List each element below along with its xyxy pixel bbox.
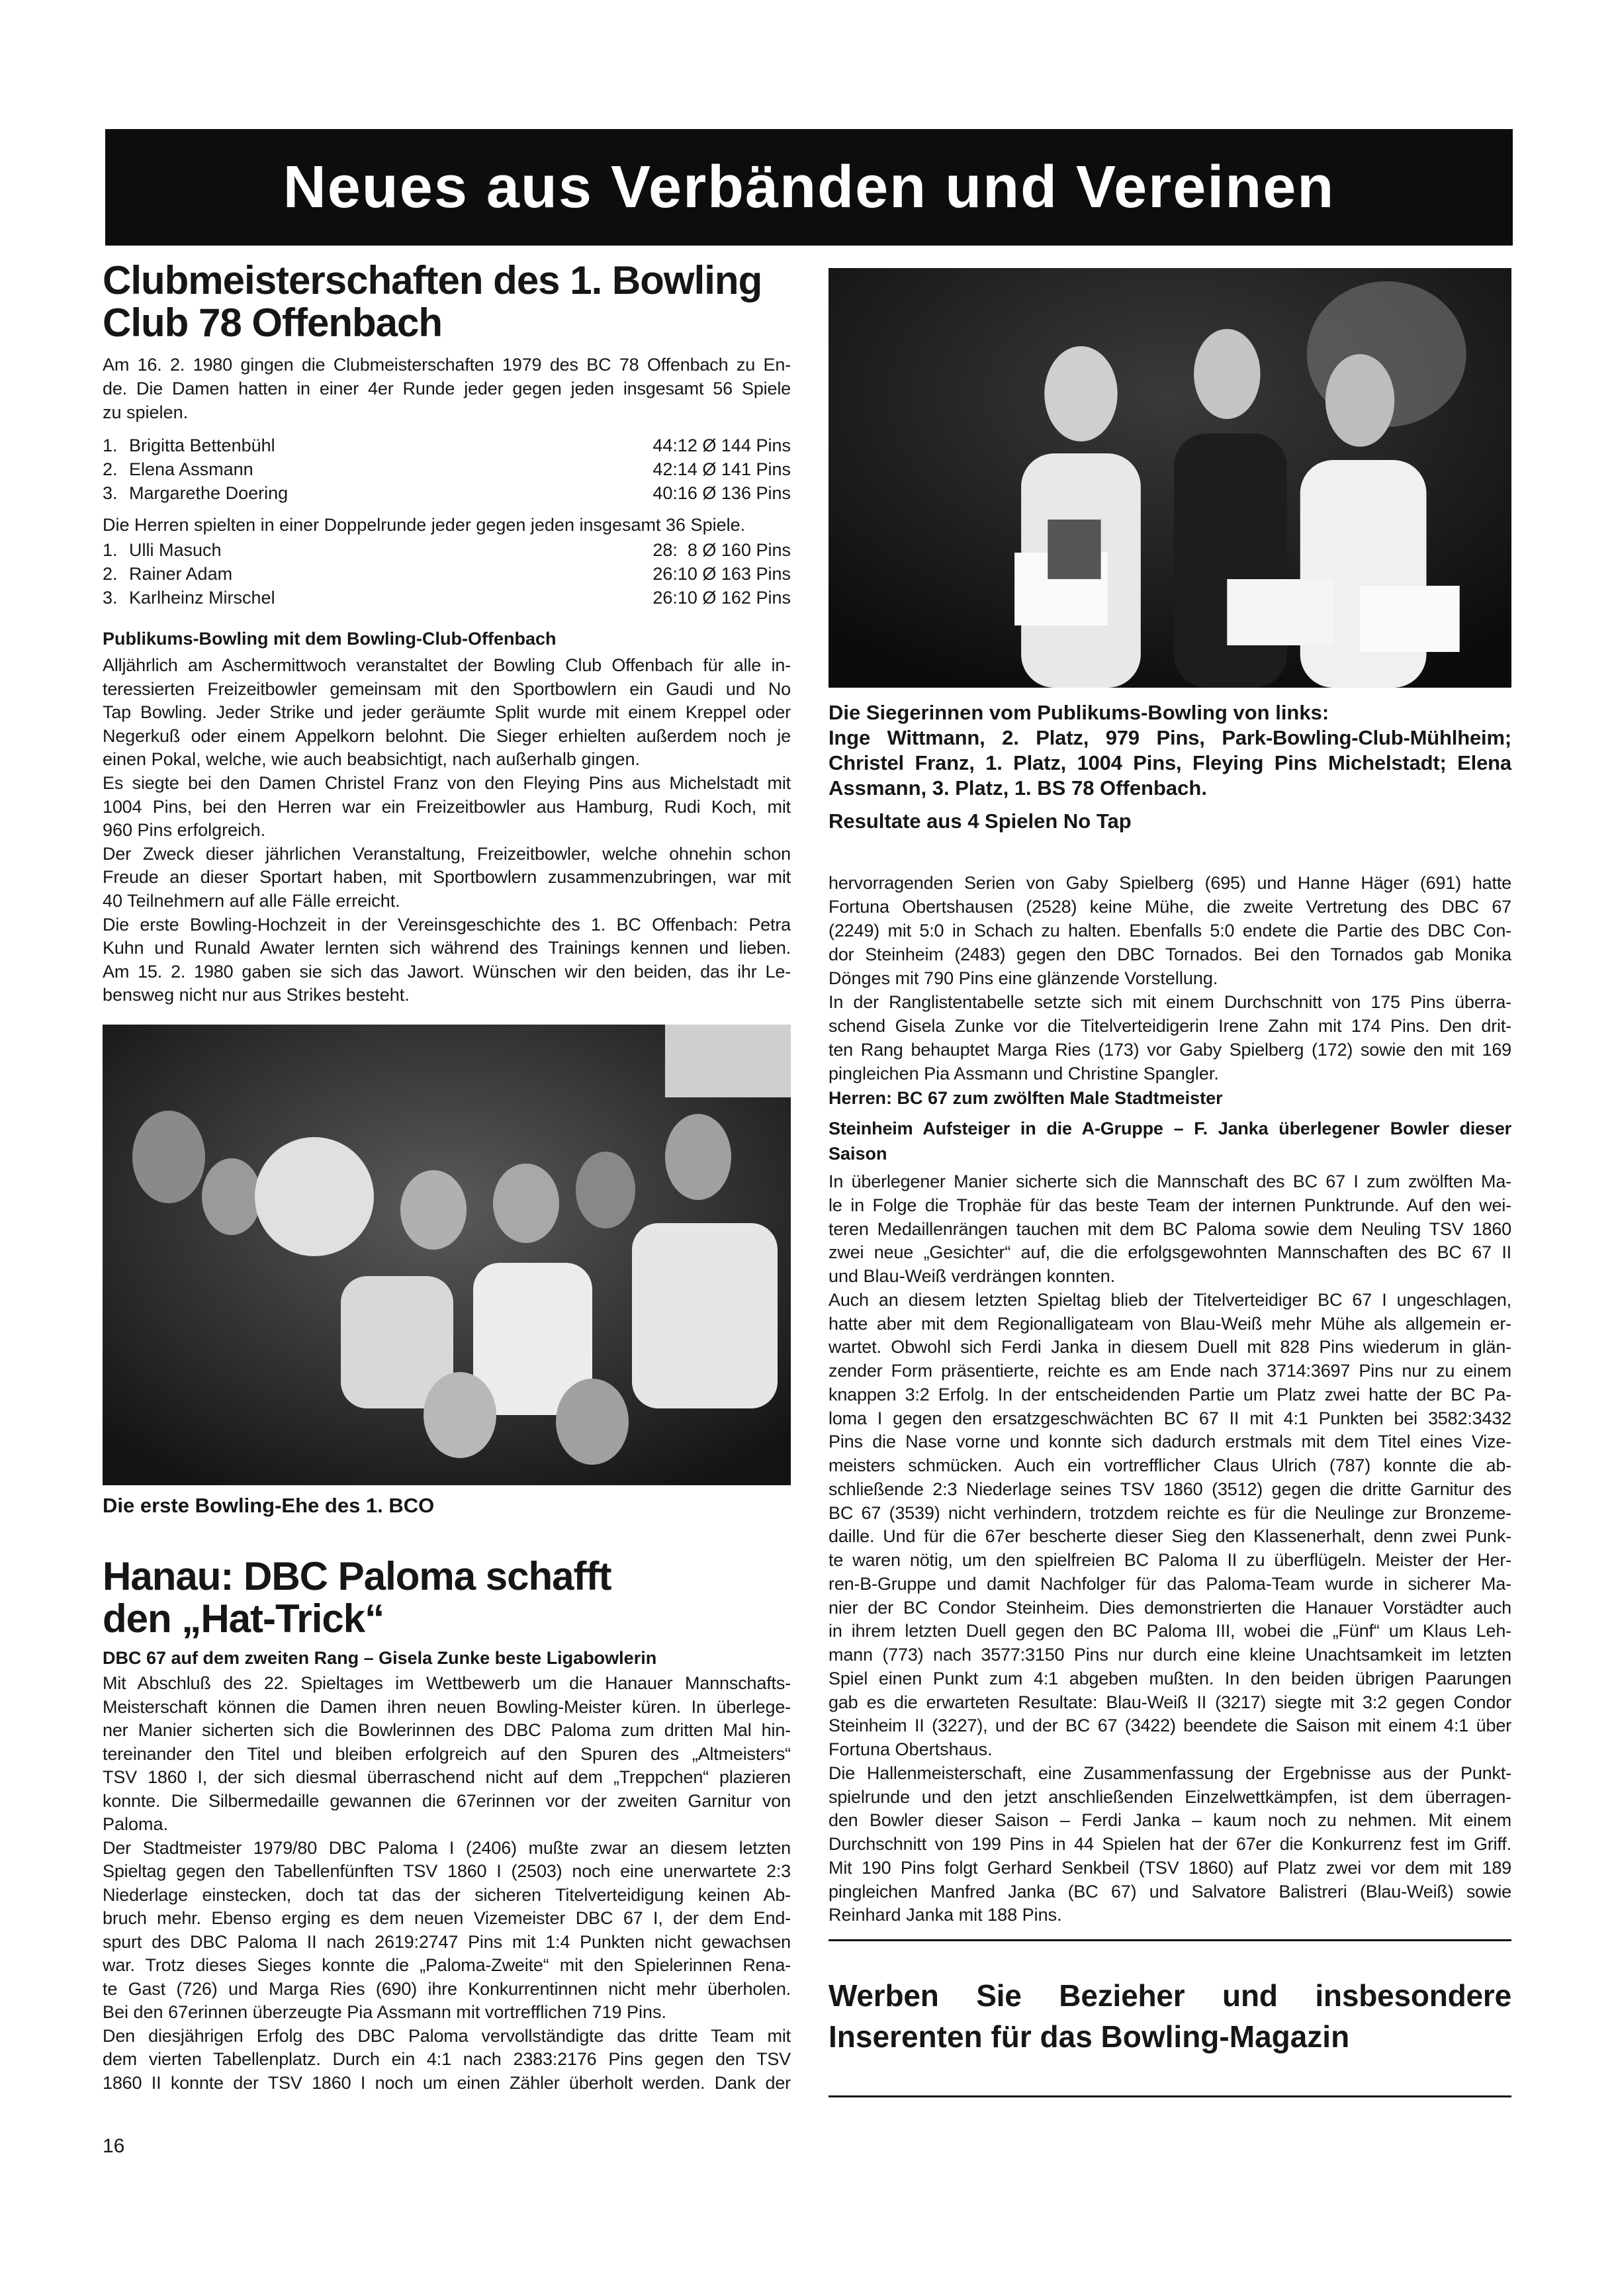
photo-caption-bowling-wedding: Die erste Bowling-Ehe des 1. BCO (103, 1494, 435, 1517)
text-line: Am 16. 2. 1980 gingen die Clubmeisterschaften 1979 des BC 78 Offenbach zu En- (103, 355, 791, 375)
player-name: Margarethe Doering (129, 483, 289, 503)
article-title-hanau (103, 1555, 791, 1640)
text-line: dem vierten Tabellenplatz. Durch ein 4:1 nach 2383:2176 Pins gegen den TSV (103, 2049, 791, 2069)
text-line: spielrunde und den jetzt anschließenden Einzelwettkämpfen, ist dem überragen- (829, 1786, 1511, 1807)
text-line: hervorragenden Serien von Gaby Spielberg (695) und Hanne Häger (691) hatte (829, 873, 1511, 893)
text-line: ten Rang behauptet Marga Ries (173) vor Gaby Spielberg (172) sowie den mit 169 (829, 1040, 1511, 1060)
text-line: dor Steinheim (2483) gegen den DBC Tornados. Bei den Tornados gab Monika (829, 944, 1511, 964)
text-line: te Gast (726) und Marga Ries (690) ihre Konkurrentinnen nicht mehr überholen. (103, 1978, 791, 1999)
text-line: Durchschnitt von 199 Pins in 44 Spielen hat der 67er die Konkurrenz fest im Griff. (829, 1834, 1511, 1854)
text-line: knappen 3:2 Erfolg. In der entscheidenden Partie um Platz zwei hatte der BC Pa- (829, 1384, 1511, 1404)
photo-caption-winners (829, 700, 1511, 801)
subheading-publikums-bowling: Publikums-Bowling mit dem Bowling-Club-Offenbach (103, 629, 557, 649)
men-results-list (103, 538, 791, 610)
text-line: teren Medaillenrängen tauchen mit dem BC Paloma sowie dem Neuling TSV 1860 (829, 1218, 1511, 1239)
text-line: zwei neue „Gesichter“ auf, die die erfolgsgewohnten Mannschaften des BC 67 II (829, 1242, 1511, 1263)
player-result: 44:12 Ø 144 Pins (652, 436, 791, 455)
player (103, 562, 232, 586)
text-line: Den diesjährigen Erfolg des DBC Paloma vervollständigte das dritte Team mit (103, 2025, 791, 2046)
men-intro-text: Die Herren spielten in einer Doppelrunde jeder gegen jeden insgesamt 36 Spiele. (103, 515, 746, 535)
text-line: Fortuna Obertshaus. (829, 1739, 993, 1759)
text-line: wartet. Obwohl sich Ferdi Janka in diesem Duell mit 828 Pins wiederum in glän- (829, 1337, 1511, 1357)
text-line: Fortuna Obertshausen (2528) keine Mühe, die zweite Vertretung des DBC 67 (829, 897, 1511, 917)
text-line: meisters schmücken. Auch ein vortrefflicher Claus Ulrich (787) konnte die ab- (829, 1455, 1511, 1475)
result-row (103, 562, 791, 586)
text-line: Der Stadtmeister 1979/80 DBC Paloma I (2406) mußte zwar an diesem letzten (103, 1837, 791, 1858)
text-line: Werben Sie Bezieher und insbesondere (829, 1978, 1511, 2013)
player (103, 434, 275, 457)
section-header-bar (105, 129, 1513, 246)
title-line: Hanau: DBC Paloma schafft (103, 1554, 611, 1598)
section-title: Neues aus Verbänden und Vereinen (283, 154, 1335, 220)
publikums-bowling-body (103, 654, 791, 1007)
text-line: Kuhn und Runald Awater lernten sich während des Trainings kennen und lieben. (103, 938, 791, 958)
text-line: schließende 2:3 Niederlage seines TSV 1860 (3512) gegen die dritte Garnitur des (829, 1479, 1511, 1499)
title-line: Club 78 Offenbach (103, 300, 443, 345)
result-row (103, 481, 791, 505)
text-line: TSV 1860 I, der sich diesmal überraschend nicht auf dem „Treppchen“ plazieren (103, 1767, 791, 1787)
text-line: Bei den 67erinnen überzeugte Pia Assmann mit vortrefflichen 719 Pins. (103, 2002, 667, 2022)
text-line: Tap Bowling. Jeder Strike und jeder geräumte Split wurde mit einem Kreppel oder (103, 702, 791, 723)
text-line: konnte. Die Silbermedaille gewannen die 67erinnen vor der zweiten Garnitur von (103, 1790, 791, 1811)
text-line: Die Hallenmeisterschaft, eine Zusammenfassung der Ergebnisse aus der Punkt- (829, 1763, 1511, 1783)
result-row (103, 457, 791, 481)
subheading-dbc67: DBC 67 auf dem zweiten Rang – Gisela Zunke beste Ligabowlerin (103, 1648, 657, 1668)
text-line: le in Folge die Trophäe für das beste Team der internen Punktrunde. Auf den wei- (829, 1195, 1511, 1215)
text-line: war. Trotz dieses Sieges konnte die „Paloma-Zweite“ mit den Spielerinnen Rena- (103, 1955, 791, 1975)
text-line: Inge Wittmann, 2. Platz, 979 Pins, Park-Bowling-Club-Mühlheim; (829, 726, 1511, 749)
text-line: schend Gisela Zunke vor die Titelverteidigerin Irene Zahn mit 174 Pins. Den drit- (829, 1016, 1511, 1036)
text-line: In überlegener Manier sicherte sich die Mannschaft des BC 67 I zum zwölften Ma- (829, 1171, 1511, 1191)
text-line: Auch an diesem letzten Spieltag blieb der Titelverteidiger BC 67 I ungeschlagen, (829, 1289, 1511, 1310)
player-name: Ulli Masuch (129, 540, 222, 560)
text-line: pingleichen Manfred Janka (BC 67) und Salvatore Balistreri (Blau-Weiß) sowie (829, 1881, 1511, 1902)
text-line: daille. Und für die 67er bescherte dieser Sieg den Klassenerhalt, denn zwei Punk- (829, 1526, 1511, 1547)
rank: 2. (103, 564, 118, 584)
photo-winners-publikums-bowling (829, 268, 1511, 688)
text-line: bensweg nicht nur aus Strikes besteht. (103, 985, 410, 1005)
text-line: einen Pokal, welche, wie auch beabsichtigt, nach außerhalb gingen. (103, 749, 641, 770)
text-line: Alljährlich am Aschermittwoch veranstaltet der Bowling Club Offenbach für alle in- (103, 655, 791, 675)
text-line: Freude an dieser Sportart haben, mit Sportbowlern zusammenzubringen, war mit (103, 867, 791, 888)
text-line: loma I gegen den ersatzgeschwächten BC 67 II mit 4:1 Punkten bei 3582:3432 (829, 1408, 1511, 1428)
text-line: de. Die Damen hatten in einer 4er Runde jeder gegen jeden insgesamt 56 Spiele (103, 379, 791, 398)
text-line: Die erste Bowling-Hochzeit in der Vereinsgeschichte des 1. BC Offenbach: Petra (103, 914, 791, 935)
promo-text (829, 1975, 1511, 2057)
result-row (103, 586, 791, 610)
subheading-steinheim (829, 1116, 1511, 1166)
result-row (103, 538, 791, 562)
player-name: Elena Assmann (129, 459, 253, 479)
photo-image (103, 1025, 791, 1485)
hanau-body-continued (829, 871, 1511, 1085)
title-line: den „Hat-Trick“ (103, 1596, 384, 1641)
text-line: BC 67 (3539) nicht verhindern, trotzdem reichte es für die Neulinge zur Bronzeme- (829, 1502, 1511, 1523)
text-line: In der Ranglistentabelle setzte sich mit einem Durchschnitt von 175 Pins überra- (829, 992, 1511, 1012)
text-line: gab es die erwarteten Resultate: Blau-Weiß II (3217) siegte mit 3:2 gegen Condor (829, 1692, 1511, 1712)
results-note: Resultate aus 4 Spielen No Tap (829, 809, 1132, 833)
text-line: nier der BC Condor Steinheim. Dies demonstrierten die Hanauer Vorstädter auch (829, 1597, 1511, 1618)
page-number: 16 (103, 2135, 125, 2157)
women-results-list (103, 434, 791, 505)
player-result: 26:10 Ø 162 Pins (652, 588, 791, 608)
text-line: bruch mehr. Ebenso erging es dem neuen Vizemeister DBC 67 I, der dem End- (103, 1908, 791, 1928)
text-line: 1004 Pins, bei den Herren war ein Freizeitbowler aus Hamburg, Rudi Koch, mit (103, 796, 791, 817)
divider (829, 2095, 1511, 2097)
text-line: Christel Franz, 1. Platz, 1004 Pins, Fleying Pins Michelstadt; Elena (829, 751, 1511, 774)
text-line: Assmann, 3. Platz, 1. BS 78 Offenbach. (829, 776, 1207, 800)
text-line: Es siegte bei den Damen Christel Franz von den Fleying Pins aus Michelstadt mit (103, 772, 791, 793)
text-line: zender Form präsentierte, reichte es am Ende nach 3714:3697 Pins nur zu einem (829, 1361, 1511, 1381)
text-line: Spiel einen Punkt zum 4:1 abgeben mußten. In den beiden übrigen Paarungen (829, 1668, 1511, 1688)
photo-bowling-wedding (103, 1025, 791, 1485)
text-line: Steinheim Aufsteiger in die A-Gruppe – F. Janka überlegener Bowler dieser (829, 1119, 1511, 1138)
text-line: 40 Teilnehmern auf alle Fälle erreicht. (103, 890, 400, 911)
player (103, 538, 222, 562)
photo-image (829, 268, 1511, 688)
text-line: Die Siegerinnen vom Publikums-Bowling von links: (829, 701, 1329, 724)
subheading-herren: Herren: BC 67 zum zwölften Male Stadtmeister (829, 1088, 1223, 1108)
text-line: hatte aber mit dem Regionalligateam von Blau-Weiß mehr Mühe als allgemein er- (829, 1313, 1511, 1334)
text-line: ren-B-Gruppe und damit Nachfolger für das Paloma-Team wurde in sicherer Ma- (829, 1573, 1511, 1594)
rank: 3. (103, 483, 118, 503)
text-line: Paloma. (103, 1814, 169, 1834)
text-line: ner Manier sicherten sich die Bowlerinnen des DBC Paloma zum dritten Mal hin- (103, 1720, 791, 1740)
player-name: Rainer Adam (129, 564, 233, 584)
text-line: (2249) mit 5:0 in Schach zu halten. Ebenfalls 5:0 endete die Partie des DBC Con- (829, 921, 1511, 941)
article-title-clubmeisterschaften (103, 259, 791, 344)
text-line: Meisterschaft können die Damen ihren neuen Bowling-Meister küren. In überlege- (103, 1696, 791, 1717)
text-line: pingleichen Pia Assmann und Christine Spangler. (829, 1064, 1219, 1083)
text-line: 960 Pins erfolgreich. (103, 820, 266, 841)
text-line: Steinheim II (3227), und der BC 67 (3422) beendete die Saison mit einem 4:1 über (829, 1716, 1511, 1736)
text-line: Am 15. 2. 1980 gaben sie sich das Jawort. Wünschen wir den beiden, das ihr Le- (103, 961, 791, 982)
hanau-body (103, 1672, 791, 2095)
text-line: Mit Abschluß des 22. Spieltages im Wettbewerb um die Hanauer Mannschafts- (103, 1673, 791, 1693)
intro-paragraph (103, 353, 791, 424)
title-line: Clubmeisterschaften des 1. Bowling (103, 258, 762, 302)
rank: 2. (103, 459, 118, 479)
player (103, 481, 288, 505)
player-result: 40:16 Ø 136 Pins (652, 483, 791, 503)
text-line: Saison (829, 1144, 887, 1164)
rank: 1. (103, 436, 118, 455)
text-line: spurt des DBC Paloma II nach 2619:2747 Pins mit 1:4 Punkten nicht gewachsen (103, 1931, 791, 1952)
rank: 3. (103, 588, 118, 608)
text-line: teressierten Freizeitbowler gemeinsam mit den Sportbowlern ein Gaudi und No (103, 678, 791, 699)
player-result: 26:10 Ø 163 Pins (652, 564, 791, 584)
text-line: Mit 190 Pins folgt Gerhard Senkbeil (TSV 1860) auf Platz zwei vor dem mit 189 (829, 1857, 1511, 1878)
result-row (103, 434, 791, 457)
text-line: Pins die Nase vorne und konnte sich dadurch erstmals mit dem Titel eines Vize- (829, 1432, 1511, 1452)
text-line: tereinander den Titel und bleiben erfolgreich auf den Spuren des „Altmeisters“ (103, 1743, 791, 1764)
divider (829, 1939, 1511, 1941)
text-line: und Blau-Weiß verdrängen konnten. (829, 1266, 1116, 1286)
text-line: Inserenten für das Bowling-Magazin (829, 2019, 1350, 2054)
player-name: Karlheinz Mirschel (129, 588, 275, 608)
text-line: Der Zweck dieser jährlichen Veranstaltung, Freizeitbowler, welche ohnehin schon (103, 843, 791, 864)
rank: 1. (103, 540, 118, 560)
player-result: 42:14 Ø 141 Pins (652, 459, 791, 479)
text-line: zu spielen. (103, 402, 189, 422)
text-line: den Bowler dieser Saison – Ferdi Janka – kaum noch zu nehmen. Mit einem (829, 1810, 1511, 1831)
text-line: Negerkuß oder einem Appelkorn belohnt. Die Sieger erhielten außerdem noch je (103, 725, 791, 746)
text-line: in ihrem letzten Duell gegen den BC Paloma III, wobei die „Fünf“ um Klaus Leh- (829, 1621, 1511, 1641)
text-line: Niederlage einstecken, doch tat das der sicheren Titelverteidigung keinen Ab- (103, 1884, 791, 1905)
text-line: 1860 II konnte der TSV 1860 I noch um einen Zähler überholt werden. Dank der (103, 2072, 791, 2093)
player-name: Brigitta Bettenbühl (129, 436, 275, 455)
text-line: mann (773) nach 3577:3150 Pins nur durch eine kleine Unachtsamkeit im letzten (829, 1645, 1511, 1665)
text-line: Reinhard Janka mit 188 Pins. (829, 1905, 1062, 1925)
player (103, 457, 253, 481)
herren-body (829, 1170, 1511, 1927)
text-line: Spieltag gegen den Tabellenfünften TSV 1860 I (2503) noch eine unerwartete 2:3 (103, 1861, 791, 1881)
text-line: te waren nötig, um den spielfreien BC Paloma II zu überflügeln. Meister der Her- (829, 1550, 1511, 1570)
text-line: Dönges mit 790 Pins eine glänzende Vorstellung. (829, 968, 1218, 988)
player (103, 586, 275, 610)
player-result: 28: 8 Ø 160 Pins (652, 540, 791, 560)
